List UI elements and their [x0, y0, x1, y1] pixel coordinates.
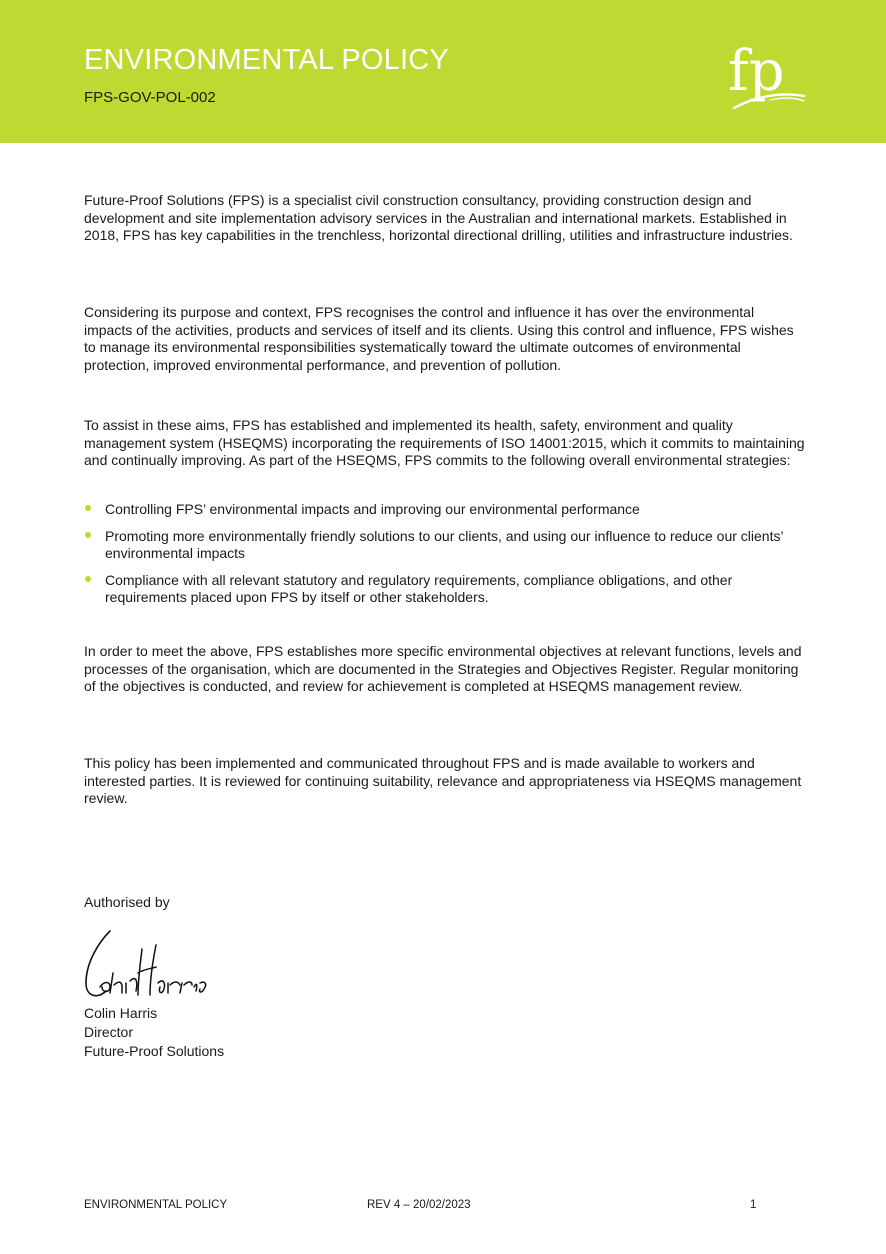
bullet-icon: [85, 532, 91, 538]
signatory-company: Future-Proof Solutions: [84, 1043, 225, 1059]
bullet-icon: [85, 505, 91, 511]
communication-paragraph: This policy has been implemented and communicated throughout FPS and is made available to workers and interested parties. It is reviewed for continuing suitability, relevance and appropriateness via HSEQMS management review.: [84, 755, 802, 806]
footer-title: ENVIRONMENTAL POLICY: [84, 1199, 228, 1211]
aims-paragraph: To assist in these aims, FPS has established and implemented its health, safety, environment and quality management system (HSEQMS) incorporating the requirements of ISO 14001:2015, which it commits to maintaining and continually improving. As part of the HSEQMS, FPS commits to the following overall environmental strategies:: [84, 417, 805, 468]
list-item: [84, 501, 806, 519]
svg-text:fp: fp: [728, 39, 785, 104]
document-code: FPS-GOV-POL-002: [84, 89, 216, 106]
intro-paragraph: Future-Proof Solutions (FPS) is a specialist civil construction consultancy, providing construction design and development and site implementation advisory services in the Australian and international markets. Established in 2018, FPS has key capabilities in the trenchless, horizontal directional drilling, utilities and infrastructure industries.: [84, 192, 793, 243]
list-item: [84, 572, 806, 607]
signature-image: [80, 925, 220, 1005]
strategy-list: [84, 501, 806, 616]
document-title: ENVIRONMENTAL POLICY: [84, 44, 449, 76]
page-number: 1: [750, 1199, 757, 1211]
list-item: [84, 528, 806, 563]
authorised-label: Authorised by: [84, 894, 170, 910]
context-paragraph: Considering its purpose and context, FPS recognises the control and influence it has over the environmental impacts of the activities, products and services of itself and its clients. Using this control and influence, FPS wishes to manage its environmental responsibilities systematically toward the ultimate outcomes of environmental protection, improved environmental performance, and prevention of pollution.: [84, 304, 794, 373]
list-item-text: Promoting more environmentally friendly solutions to our clients, and using our influence to reduce our clients’ environmental impacts: [105, 527, 784, 561]
signatory-name: Colin Harris: [84, 1005, 158, 1021]
signatory-role: Director: [84, 1024, 134, 1040]
company-logo: [726, 34, 808, 118]
header-band: [0, 0, 886, 143]
list-item-text: Controlling FPS’ environmental impacts and improving our environmental performance: [105, 501, 640, 517]
list-item-text: Compliance with all relevant statutory and regulatory requirements, compliance obligations, and other requirements placed upon FPS by itself or other stakeholders.: [105, 571, 733, 605]
footer-revision: REV 4 – 20/02/2023: [367, 1199, 471, 1211]
signoff-block: [84, 1004, 224, 1061]
bullet-icon: [85, 576, 91, 582]
objectives-paragraph: In order to meet the above, FPS establishes more specific environmental objectives at relevant functions, levels and processes of the organisation, which are documented in the Strategies and Objectives Register. Regular monitoring of the objectives is conducted, and review for achievement is completed at HSEQMS management review.: [84, 643, 802, 694]
